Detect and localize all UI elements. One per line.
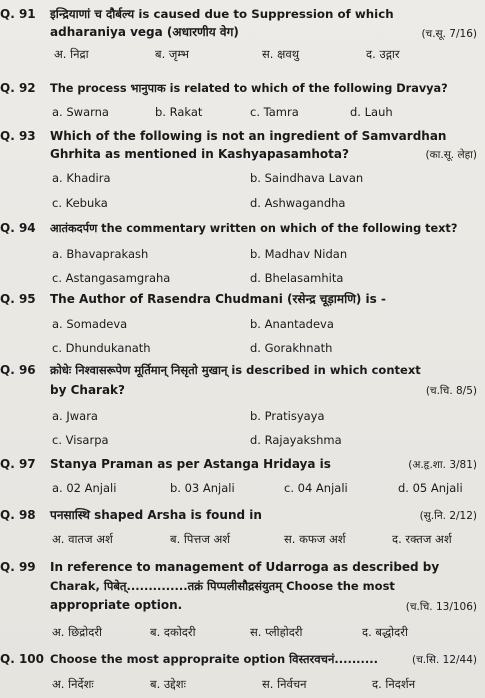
option-a: a. Khadira <box>52 171 111 185</box>
option-b: b. Anantadeva <box>250 317 334 331</box>
option-a: a. Jwara <box>52 409 98 423</box>
question-number: Q. 99 <box>0 560 36 574</box>
option-c: c. 04 Anjali <box>284 481 348 495</box>
option-c: c. Visarpa <box>52 433 109 447</box>
question-line-1: The process भानुपाक is related to which of the following Dravya? <box>50 82 448 95</box>
question-reference: (च.चि. 8/5) <box>425 385 477 397</box>
option-a: a. Bhavaprakash <box>52 247 149 261</box>
question-number: Q. 100 <box>0 652 44 666</box>
option-d: d. Rajayakshma <box>250 433 342 447</box>
question-number: Q. 97 <box>0 457 36 471</box>
option-b: ब. जृम्भ <box>155 47 189 61</box>
option-b: ब. उद्देशः <box>150 677 186 691</box>
question-line-1: In reference to management of Udarroga as described by <box>50 560 440 574</box>
question-line-2: Ghrhita as mentioned in Kashyapasamhota? <box>50 147 349 161</box>
question-number: Q. 91 <box>0 7 36 21</box>
option-d: d. Bhelasamhita <box>250 271 344 285</box>
question-line-2: adharaniya vega (अधारणीय वेग) <box>50 25 239 39</box>
option-a: अ. छिद्रोदरी <box>52 625 103 639</box>
question-reference: (च.चि. 13/106) <box>405 601 477 613</box>
option-d: द. बद्धोदरी <box>362 625 408 639</box>
question-line-1: पनसास्थि shaped Arsha is found in <box>50 508 262 522</box>
option-d: d. 05 Anjali <box>398 481 463 495</box>
option-a: a. 02 Anjali <box>52 481 117 495</box>
option-c: स. क्षवथु <box>262 47 300 61</box>
option-b: b. Saindhava Lavan <box>250 171 364 185</box>
option-b: b. 03 Anjali <box>170 481 235 495</box>
question-number: Q. 95 <box>0 292 36 306</box>
question-number: Q. 92 <box>0 81 36 95</box>
option-d: द. उद्गार <box>366 47 400 61</box>
option-c: c. Kebuka <box>52 196 108 210</box>
option-a: अ. वातज अर्श <box>52 532 113 546</box>
option-a: अ. निद्रा <box>54 47 89 61</box>
question-line-2: Charak, पिबेत्..............तक्रं पिप्पलीसौद्रसंयुतम् Choose the most <box>50 579 395 593</box>
question-reference: (च.सू. 7/16) <box>421 28 477 40</box>
option-a: a. Swarna <box>52 105 109 119</box>
question-line-1: क्रोधेः निश्वासरूपेण मूर्तिमान् निसृतो मुखान् is described in which context <box>50 363 421 377</box>
question-number: Q. 93 <box>0 129 36 143</box>
option-b: b. Rakat <box>155 105 203 119</box>
question-number: Q. 98 <box>0 508 36 522</box>
option-d: द. निदर्शन <box>372 677 416 691</box>
option-c: स. प्लीहोदरी <box>250 625 303 639</box>
option-b: b. Madhav Nidan <box>250 247 348 261</box>
question-line-3: appropriate option. <box>50 598 183 612</box>
option-c: स. निर्वचन <box>262 677 307 691</box>
option-c: c. Tamra <box>250 105 299 119</box>
option-d: d. Gorakhnath <box>250 341 333 355</box>
question-line-1: The Author of Rasendra Chudmani (रसेन्द्र चूड़ामणि) is - <box>50 292 386 306</box>
option-c: c. Astangasamgraha <box>52 271 171 285</box>
question-reference: (का.सू. लेहा) <box>425 149 477 161</box>
option-b: ब. पित्तज अर्श <box>170 532 231 546</box>
question-line-1: Choose the most appropraite option विस्तरवचनं.......... <box>50 652 379 666</box>
option-c: c. Dhundukanath <box>52 341 151 355</box>
question-number: Q. 96 <box>0 363 36 377</box>
question-line-1: आतंकदर्पण the commentary written on which of the following text? <box>50 222 458 235</box>
question-line-1: Which of the following is not an ingredient of Samvardhan <box>50 129 447 143</box>
option-a: अ. निर्देशः <box>52 677 94 691</box>
option-d: d. Lauh <box>350 105 393 119</box>
option-b: ब. दकोदरी <box>150 625 196 639</box>
question-number: Q. 94 <box>0 221 36 235</box>
option-d: द. रक्तज अर्श <box>392 532 452 546</box>
question-reference: (अ.हृ.शा. 3/81) <box>408 459 477 471</box>
question-reference: (सु.नि. 2/12) <box>419 510 477 522</box>
question-reference: (च.सि. 12/44) <box>412 654 477 666</box>
question-line-1: इन्द्रियाणां च दौर्बल्य is caused due to Suppression of which <box>50 7 394 21</box>
option-c: स. कफज अर्श <box>284 532 346 546</box>
question-line-1: Stanya Praman as per Astanga Hridaya is <box>50 457 331 471</box>
option-b: b. Pratisyaya <box>250 409 325 423</box>
option-d: d. Ashwagandha <box>250 196 346 210</box>
question-line-2: by Charak? <box>50 383 125 397</box>
option-a: a. Somadeva <box>52 317 128 331</box>
